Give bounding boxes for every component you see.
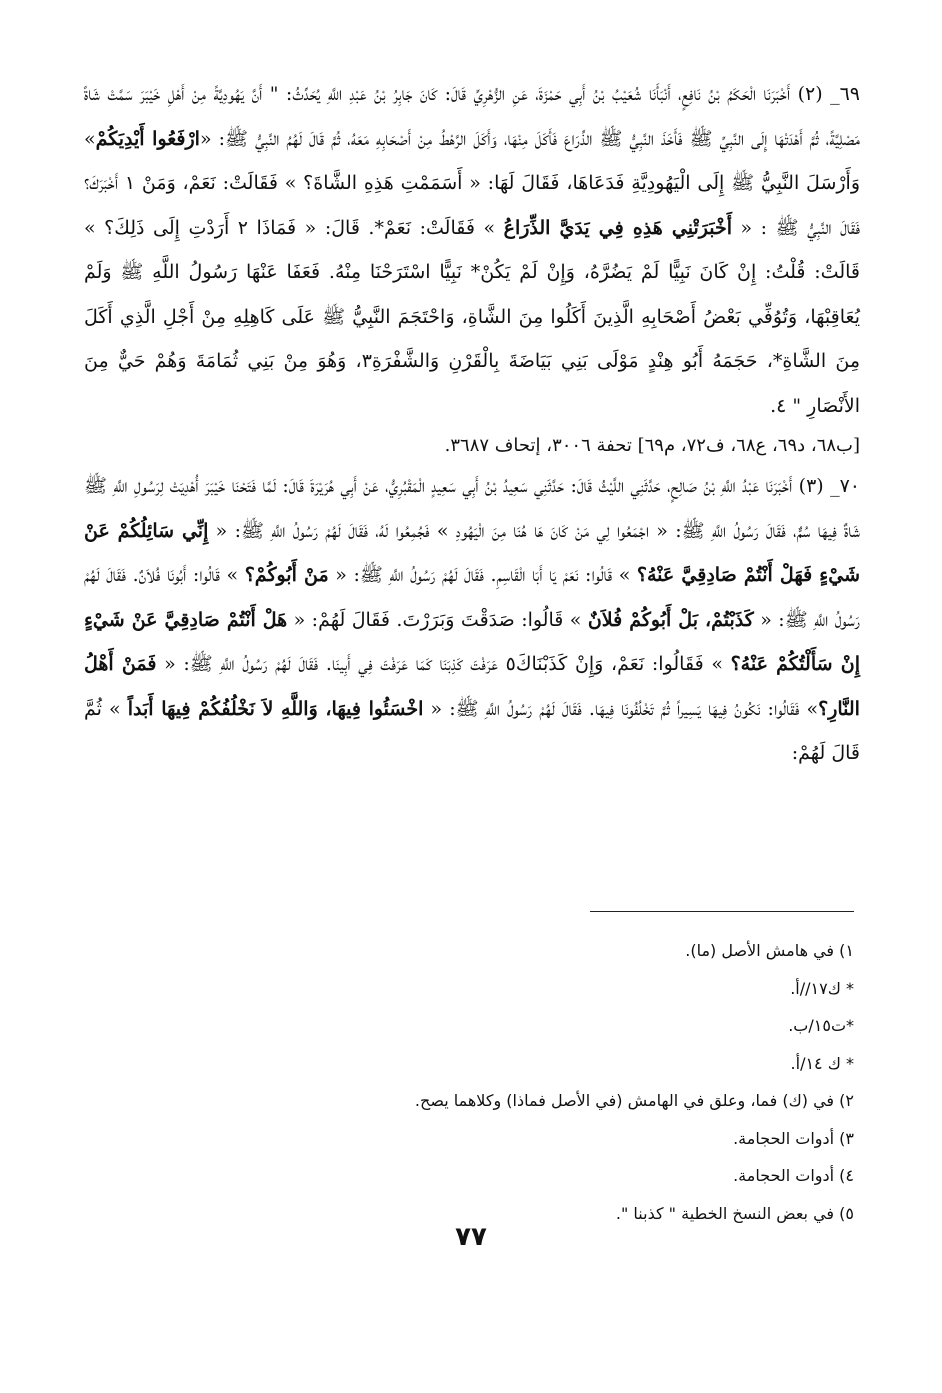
hadith-70-part5: » فَقَالُوا: نَعَمْ، وَإِنْ كَذَبْنَاكَ٥ عَرَفْتَ كَذِبَنَا كَمَا عَرَفْتَ فِي أَبِينَا. فَقَالَ لَهُمْ رَسُولُ اللَّهِ ﷺ: « <box>164 653 723 675</box>
main-text <box>84 72 860 776</box>
footnote-1: ١) في هامش الأصل (ما). <box>685 941 854 960</box>
footnote-star-2: *ت١٥/ب. <box>788 1016 854 1035</box>
hadith-70-bold2: مَنْ أَبُوكُمْ؟ <box>244 564 329 586</box>
hadith-69-part1: ٦٩_ (٢) أَخْبَرَنَا الْحَكَمُ بْنُ نَافِعٍ، أَنْبَأَنَا شُعَيْبُ بْنُ أَبِي حَمْزَةَ، عَنِ الزُّهْرِيِّ قَالَ: كَانَ جَابِرُ بْنُ عَبْدِ اللَّهِ يُحَدِّثُ: " أَنَّ يَهُودِيَّةً مِنْ أَهْلِ خَيْبَرَ سَمَّتْ شَاةً مَصْلِيَّةً، ثُمَّ أَهْدَتْهَا إِلَى النَّبِيِّ ﷺ فَأَخَذَ النَّبِيُّ ﷺ الذِّرَاعَ فَأَكَلَ مِنْهَا، وَأَكَلَ الرَّهْطُ مِنْ أَصْحَابِهِ مَعَهُ، ثُمَّ قَالَ لَهُمُ النَّبِيُّ ﷺ: « <box>84 83 860 150</box>
hadith-70-bold5: فَمَنْ أَهْلُ النَّارِ؟ <box>84 653 860 720</box>
hadith-70-part7: » ثُمَّ قَالَ لَهُمْ: <box>84 697 860 764</box>
hadith-70-bold1: إِنِّي سَائِلُكُمْ عَنْ شَيْءٍ فَهَلْ أَنْتُمْ صَادِقِيَّ عَنْهُ؟ <box>84 519 860 586</box>
hadith-69-reference: [ب٦٨، د٦٩، ع٦٨، ف٧٢، م٦٩] تحفة ٣٠٠٦، إتحاف ٣٦٨٧. <box>444 435 860 456</box>
hadith-70-bold6: اخْسَئُوا فِيهَا، وَاللَّهِ لاَ نَخْلُفُكُمْ فِيهَا أَبَداً <box>127 697 424 720</box>
footnote-star-3: * ك ١٤/أ. <box>790 1053 854 1073</box>
hadith-70-part6: » فَقَالُوا: نَكُونُ فِيهَا يَسِيراً ثُمَّ تَخْلُفُونَا فِيهَا. فَقَالَ لَهُمْ رَسُولُ اللَّهِ ﷺ: « <box>430 697 819 720</box>
hadith-70-part4: » قَالُوا: صَدَقْتَ وَبَرَرْتَ. فَقَالَ لَهُمْ: « <box>293 608 582 631</box>
hadith-70-bold3: كَذَبْتُمْ، بَلْ أَبُوكُمْ فُلاَنٌ <box>587 608 754 631</box>
hadith-70 <box>84 464 860 776</box>
footnote-star-1: * ك١٧//أ. <box>790 978 854 998</box>
footnote-4: ٤) أدوات الحجامة. <box>733 1166 854 1185</box>
hadith-69-part2: » وَأَرْسَلَ النَّبِيُّ ﷺ إِلَى الْيَهُودِيَّةِ فَدَعَاهَا، فَقَالَ لَهَا: « أَسَمَمْتِ هَذِهِ الشَّاةَ؟ » فَقَالَتْ: نَعَمْ، وَمَنْ ١ أَخْبَرَكَ؟ فَقَالَ النَّبِيُّ ﷺ : « <box>84 127 860 239</box>
page-number: ٧٧ <box>455 1222 487 1252</box>
hadith-69-bold2: أَخْبَرَتْنِي هَذِهِ فِي يَدَيَّ الذِّرَاعُ <box>503 216 732 239</box>
hadith-69-bold1: ارْفَعُوا أَيْدِيَكُمْ <box>95 127 200 150</box>
footnote-separator <box>590 911 854 912</box>
hadith-70-part2: » قَالُوا: نَعَمْ يَا أَبَا الْقَاسِمِ. فَقَالَ لَهُمْ رَسُولُ اللَّهِ ﷺ: « <box>335 564 631 586</box>
footnote-3: ٣) أدوات الحجامة. <box>733 1128 854 1148</box>
hadith-70-part3: » قَالُوا: أَبُونَا فُلاَنٌ. فَقَالَ لَهُمْ رَسُولُ اللَّهِ ﷺ: « <box>84 564 860 631</box>
footnote-2: ٢) في (ك) فما، وعلق في الهامش (في الأصل فماذا) وكلاهما يصح. <box>414 1091 854 1110</box>
hadith-70-part1: ٧٠_ (٣) أَخْبَرَنَا عَبْدُ اللَّهِ بْنُ صَالِحٍ، حَدَّثَنِي اللَّيْثُ قَالَ: حَدَّثَنِي سَعِيدُ بْنُ أَبِي سَعِيدٍ الْمَقْبُرِيُّ، عَنْ أَبِي هُرَيْرَةَ قَالَ: لَمَّا فَتَحْنَا خَيْبَرَ أُهْدِيَتْ لِرَسُولِ اللَّهِ ﷺ شَاةٌ فِيهَا سُمٌّ، فَقَالَ رَسُولُ اللَّهِ ﷺ: « اجْمَعُوا لِي مَنْ كَانَ هَا هُنَا مِنَ الْيَهُودِ » فَجُمِعُوا لَهُ، فَقَالَ لَهُمْ رَسُولُ اللَّهِ ﷺ: « <box>84 475 861 542</box>
hadith-69 <box>84 72 860 428</box>
footnote-5: ٥) في بعض النسخ الخطية " كذبنا ". <box>615 1203 854 1223</box>
hadith-70-bold4: هَلْ أَنْتُمْ صَادِقِيَّ عَنْ شَيْءٍ إِنْ سَأَلْتُكُمْ عَنْهُ؟ <box>84 608 860 675</box>
footnotes-list <box>154 932 854 1232</box>
hadith-69-part3: » فَقَالَتْ: نَعَمْ*. قَالَ: « فَمَاذَا ٢ أَرَدْتِ إِلَى ذَلِكَ؟ » قَالَتْ: قُلْتُ: إِنْ كَانَ نَبِيًّا لَمْ يَضُرَّهُ، وَإِنْ لَمْ يَكُنْ* نَبِيًّا اسْتَرَحْنَا مِنْهُ. فَعَفَا عَنْهَا رَسُولُ اللَّهِ ﷺ وَلَمْ يُعَاقِبْهَا، وَتُوُفِّي بَعْضُ أَصْحَابِهِ الَّذِينَ أَكَلُوا مِنَ الشَّاةِ، وَاحْتَجَمَ النَّبِيُّ ﷺ عَلَى كَاهِلِهِ مِنْ أَجْلِ الَّذِي أَكَلَ مِنَ الشَّاةِ*، حَجَمَهُ أَبُو هِنْدٍ مَوْلَى بَنِي بَيَاضَةَ بِالْقَرْنِ وَالشَّفْرَةِ٣، وَهُوَ مِنْ بَنِي ثُمَامَةَ وَهُمْ حَيٌّ مِنَ الأَنْصَارِ " ٤. <box>84 216 860 417</box>
